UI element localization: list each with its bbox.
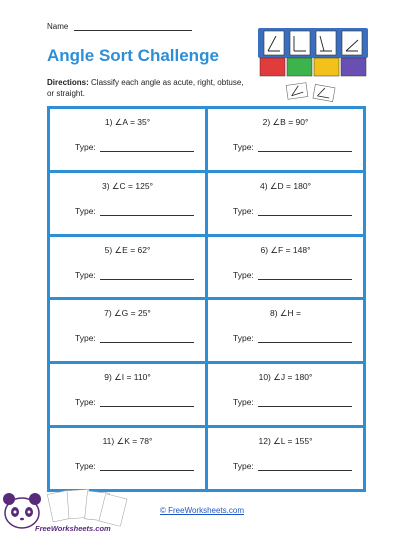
answer-line[interactable] (258, 397, 352, 407)
type-label: Type: (75, 461, 96, 472)
answer-line[interactable] (100, 270, 194, 280)
directions-label: Directions: (47, 78, 89, 87)
type-label: Type: (233, 461, 254, 472)
question-cell (208, 173, 363, 234)
answer-field (75, 206, 194, 216)
question-cell (208, 364, 363, 425)
sorter-bin (287, 58, 312, 76)
type-label: Type: (233, 142, 254, 152)
answer-line[interactable] (258, 461, 352, 471)
question-text: 10) ∠J = 180° (258, 372, 313, 383)
type-label: Type: (233, 333, 254, 344)
question-cell (50, 364, 205, 425)
type-label: Type: (75, 205, 96, 216)
question-grid (47, 106, 366, 492)
answer-field (233, 270, 352, 280)
angle-sorter-illustration (252, 22, 377, 106)
sorter-bin (260, 58, 285, 76)
question-text: 1) ∠A = 35° (104, 117, 151, 127)
question-text: 5) ∠E = 62° (104, 244, 151, 255)
question-cell (50, 173, 205, 234)
question-text: 6) ∠F = 148° (260, 244, 311, 255)
worksheet-title: Angle Sort Challenge (47, 46, 219, 65)
answer-field (75, 461, 194, 471)
question-cell (50, 237, 205, 298)
answer-field (75, 333, 194, 343)
sorter-bin (314, 58, 339, 76)
answer-line[interactable] (258, 142, 352, 152)
answer-field (75, 270, 194, 280)
answer-line[interactable] (100, 333, 194, 343)
answer-line[interactable] (100, 142, 194, 152)
logo-text: FreeWorksheets.com (35, 524, 111, 533)
question-cell (208, 428, 363, 489)
question-text: 12) ∠L = 155° (258, 436, 313, 447)
answer-line[interactable] (258, 333, 352, 343)
answer-field (75, 397, 194, 407)
question-cell (208, 237, 363, 298)
answer-line[interactable] (100, 461, 194, 471)
name-line[interactable] (74, 22, 192, 31)
question-cell (208, 300, 363, 361)
type-label: Type: (75, 269, 96, 280)
answer-field (233, 397, 352, 407)
question-text: 3) ∠C = 125° (102, 180, 153, 191)
answer-field (233, 142, 352, 152)
type-label: Type: (233, 397, 254, 408)
question-cell (208, 109, 363, 170)
question-cell (50, 300, 205, 361)
answer-field (233, 461, 352, 471)
type-label: Type: (75, 333, 96, 344)
question-text: 9) ∠I = 110° (104, 372, 151, 383)
type-label: Type: (233, 205, 254, 216)
type-label: Type: (75, 142, 96, 152)
name-field (47, 22, 192, 31)
answer-line[interactable] (100, 397, 194, 407)
question-text: 4) ∠D = 180° (260, 180, 311, 191)
type-label: Type: (233, 269, 254, 280)
loose-cards (286, 83, 335, 102)
answer-field (233, 333, 352, 343)
answer-line[interactable] (258, 270, 352, 280)
question-cell (50, 109, 205, 170)
question-text: 11) ∠K = 78° (102, 436, 153, 447)
type-label: Type: (75, 397, 96, 408)
directions-text: Classify each angle as acute, right, obtuse, or straight. (47, 78, 244, 98)
question-text: 8) ∠H = (269, 308, 301, 319)
answer-line[interactable] (258, 206, 352, 216)
sorter-bin (341, 58, 366, 76)
name-label: Name (47, 22, 69, 31)
footer-link[interactable]: © FreeWorksheets.com (160, 506, 244, 515)
question-text: 7) ∠G = 25° (104, 308, 151, 319)
answer-field (233, 206, 352, 216)
answer-field (75, 142, 194, 152)
answer-line[interactable] (100, 206, 194, 216)
question-text: 2) ∠B = 90° (262, 117, 309, 127)
directions (47, 78, 252, 99)
sorter-bins (260, 58, 366, 76)
